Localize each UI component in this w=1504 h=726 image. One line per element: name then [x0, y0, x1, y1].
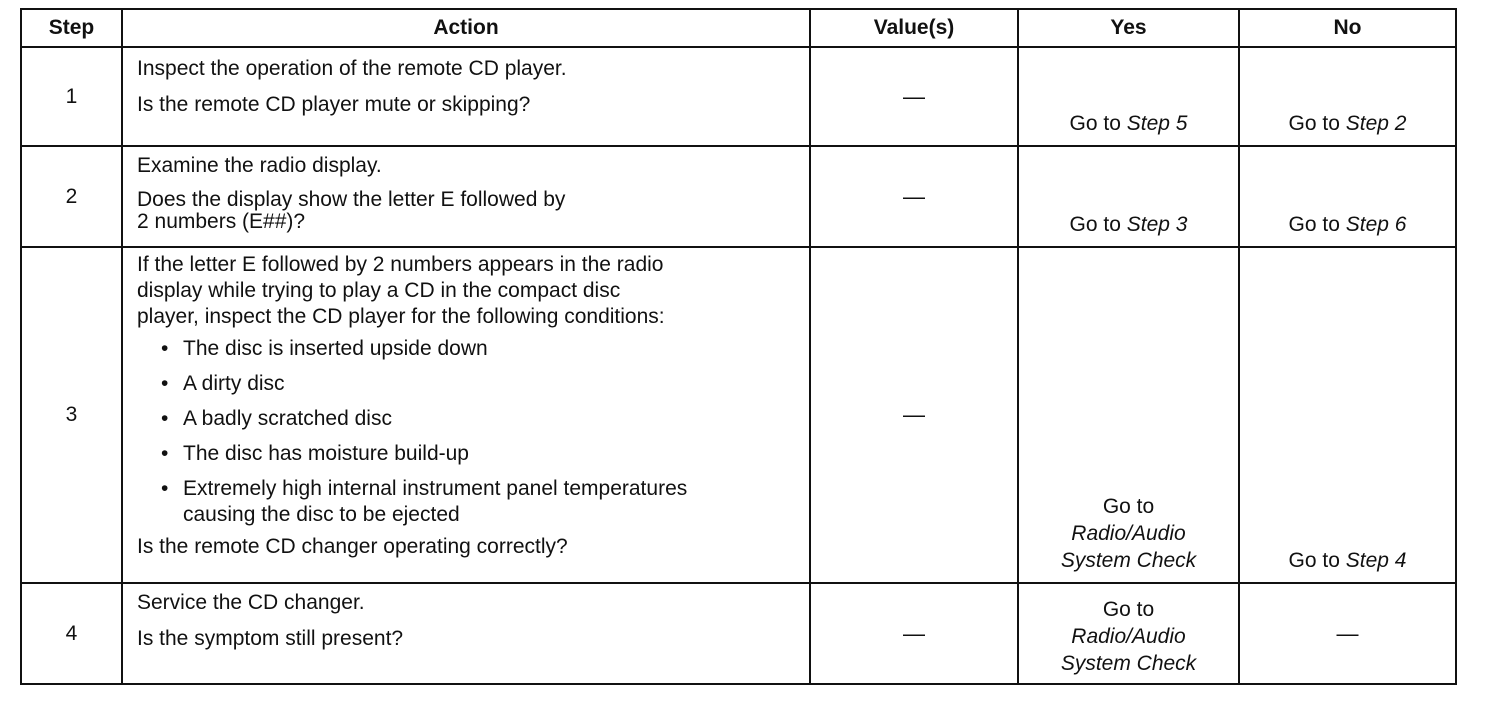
- list-item: [161, 371, 799, 397]
- value-dash: —: [903, 83, 925, 109]
- value-cell: [810, 247, 1018, 583]
- action-question: Is the remote CD changer operating correctly?: [137, 535, 568, 558]
- table-row: [21, 583, 1456, 684]
- step-number: 2: [21, 146, 122, 247]
- list-item: [161, 336, 799, 362]
- step-number: 1: [21, 47, 122, 146]
- list-item-text: The disc is inserted upside down: [183, 337, 488, 360]
- diagnostic-table: [20, 8, 1457, 685]
- action-question: [137, 189, 799, 233]
- no-step-link[interactable]: Step 4: [1345, 549, 1407, 572]
- action-intro-line: If the letter E followed by 2 numbers appears in the radio: [137, 253, 664, 276]
- no-prefix: Go to: [1288, 112, 1346, 135]
- no-cell: [1239, 47, 1456, 146]
- yes-cell: [1018, 583, 1239, 684]
- list-item: [161, 441, 799, 467]
- header-values: Value(s): [810, 9, 1018, 47]
- value-dash: —: [903, 620, 925, 646]
- no-prefix: Go to: [1288, 549, 1346, 572]
- header-action: Action: [122, 9, 810, 47]
- action-cell: [122, 47, 810, 146]
- no-step-link[interactable]: Step 6: [1345, 213, 1407, 236]
- step-number: 4: [21, 583, 122, 684]
- value-cell: [810, 146, 1018, 247]
- table-row: [21, 146, 1456, 247]
- no-prefix: Go to: [1288, 213, 1346, 236]
- yes-prefix: Go to: [1102, 495, 1155, 518]
- action-text: Inspect the operation of the remote CD player.: [137, 57, 567, 80]
- value-cell: [810, 583, 1018, 684]
- yes-step-link[interactable]: Step 3: [1126, 213, 1188, 236]
- action-question-line: Does the display show the letter E followed by: [137, 188, 566, 211]
- action-question: Is the symptom still present?: [137, 627, 404, 650]
- list-item: [161, 476, 799, 528]
- yes-prefix: Go to: [1102, 598, 1155, 621]
- action-cell: [122, 247, 810, 583]
- list-item: [161, 406, 799, 432]
- bullet-icon: •: [161, 442, 169, 465]
- yes-check-link[interactable]: Radio/Audio System Check: [1060, 522, 1197, 572]
- header-row: [21, 9, 1456, 47]
- list-item-text: causing the disc to be ejected: [183, 503, 460, 526]
- yes-prefix: Go to: [1069, 213, 1127, 236]
- action-intro-line: display while trying to play a CD in the compact disc: [137, 279, 621, 302]
- table-row: [21, 247, 1456, 583]
- condition-list: [137, 336, 799, 528]
- action-cell: [122, 146, 810, 247]
- yes-cell: [1018, 47, 1239, 146]
- list-item-text: Extremely high internal instrument panel temperatures: [183, 477, 688, 500]
- no-cell: [1239, 146, 1456, 247]
- action-intro-line: player, inspect the CD player for the following conditions:: [137, 305, 665, 328]
- no-step-link[interactable]: Step 2: [1345, 112, 1407, 135]
- yes-cell: [1018, 146, 1239, 247]
- yes-prefix: Go to: [1069, 112, 1127, 135]
- bullet-icon: •: [161, 337, 169, 360]
- yes-cell: [1018, 247, 1239, 583]
- header-no: No: [1239, 9, 1456, 47]
- table-row: [21, 47, 1456, 146]
- list-item-text: The disc has moisture build-up: [183, 442, 469, 465]
- step-number: 3: [21, 247, 122, 583]
- list-item-text: A dirty disc: [183, 372, 285, 395]
- list-item-text: A badly scratched disc: [183, 407, 392, 430]
- action-text: Service the CD changer.: [137, 591, 365, 614]
- action-question: Is the remote CD player mute or skipping?: [137, 93, 531, 116]
- header-step: Step: [21, 9, 122, 47]
- action-text: Examine the radio display.: [137, 154, 382, 177]
- action-cell: [122, 583, 810, 684]
- bullet-icon: •: [161, 477, 169, 500]
- yes-check-link[interactable]: Radio/Audio System Check: [1060, 625, 1197, 675]
- value-dash: —: [903, 402, 925, 427]
- bullet-icon: •: [161, 372, 169, 395]
- value-dash: —: [903, 183, 925, 209]
- action-intro: [137, 252, 799, 330]
- no-cell: [1239, 583, 1456, 684]
- bullet-icon: •: [161, 407, 169, 430]
- value-cell: [810, 47, 1018, 146]
- no-cell: [1239, 247, 1456, 583]
- header-yes: Yes: [1018, 9, 1239, 47]
- yes-step-link[interactable]: Step 5: [1126, 112, 1188, 135]
- no-dash: —: [1336, 620, 1359, 646]
- action-question-line: 2 numbers (E##)?: [137, 210, 306, 233]
